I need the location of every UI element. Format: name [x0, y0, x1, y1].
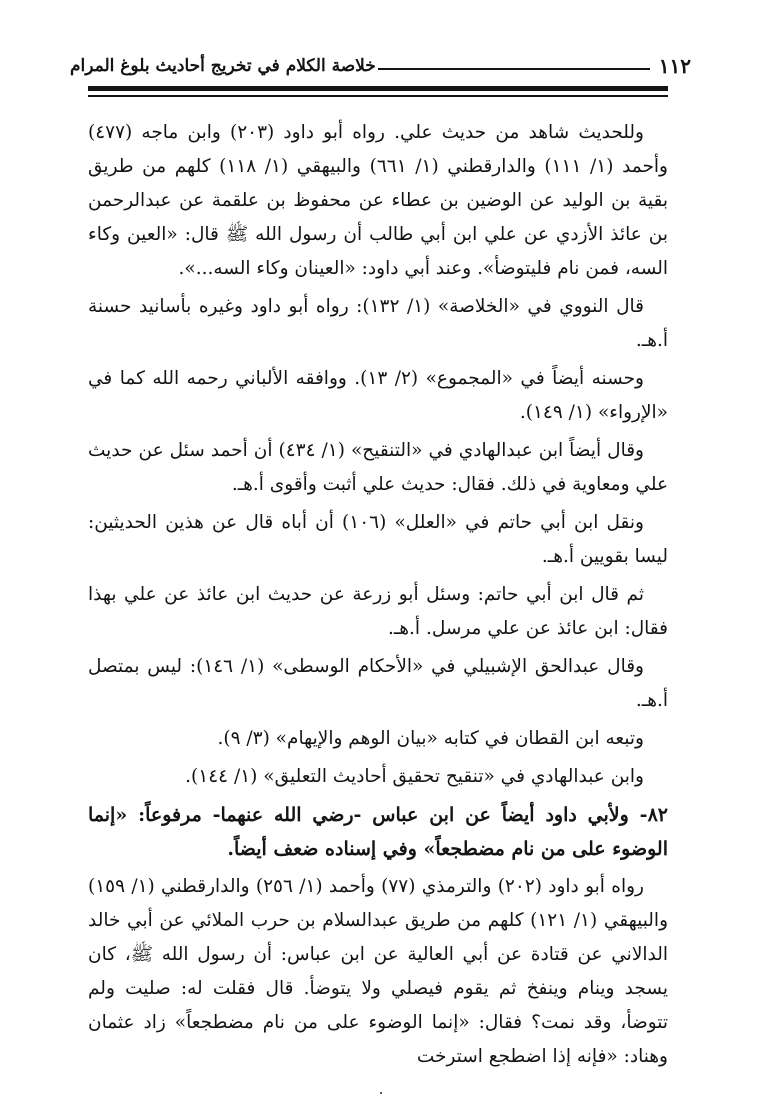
paragraph: وللحديث شاهد من حديث علي. رواه أبو داود (٢٠٣) وابن ماجه (٤٧٧) وأحمد (١/ ١١١) والدارقطني (١/ ٦٦١) والبيهقي (١/ ١١٨) كلهم من طريق بقية بن الوليد عن الوضين بن عطاء عن محفوظ بن علقمة عن عبدالرحمن بن عائذ الأزدي عن علي ابن أبي طالب أن رسول الله ﷺ قال: «العين وكاء السه، فمن نام فليتوضأ». وعند أبي داود: «العينان وكاء السه...».: [88, 122, 668, 279]
page-header: [60, 50, 697, 80]
paragraph: وحسنه أيضاً في «المجموع» (٢/ ١٣). ووافقه الألباني رحمه الله كما في «الإرواء» (١/ ١٤٩).: [88, 368, 668, 423]
paragraph: قال النووي في «الخلاصة» (١/ ١٣٢): رواه أبو داود وغيره بأسانيد حسنة أ.هـ.: [88, 296, 668, 351]
title-dash: [378, 68, 650, 70]
page-mark: [380, 1092, 382, 1094]
paragraph: ثم قال ابن أبي حاتم: وسئل أبو زرعة عن حديث ابن عائذ عن علي بهذا فقال: ابن عائذ عن علي مرسل. أ.هـ.: [88, 584, 668, 639]
paragraph: ونقل ابن أبي حاتم في «العلل» (١٠٦) أن أباه قال عن هذين الحديثين: ليسا بقويين أ.هـ.: [88, 512, 668, 567]
header-rule-thin: [88, 95, 668, 97]
running-title: خلاصة الكلام في تخريج أحاديث بلوغ المرام: [70, 56, 376, 76]
header-rule-thick: [88, 86, 668, 91]
page-body: [88, 116, 668, 1078]
paragraph: رواه أبو داود (٢٠٢) والترمذي (٧٧) وأحمد (١/ ٢٥٦) والدارقطني (١/ ١٥٩) والبيهقي (١/ ١٢١) كلهم من طريق عبدالسلام بن حرب الملائي عن أبي خالد الدالاني عن قتادة عن أبي العالية عن ابن عباس: أن رسول الله ﷺ، كان يسجد وينام وينفخ ثم يقوم فيصلي ولا يتوضأ. قال فقلت له: صليت ولم تتوضأ، وقد نمت؟ فقال: «إنما الوضوء على من نام مضطجعاً» زاد عثمان وهناد: «فإنه إذا اضطجع استرخت: [88, 876, 668, 1067]
paragraph: وقال أيضاً ابن عبدالهادي في «التنقيح» (١/ ٤٣٤) أن أحمد سئل عن حديث علي ومعاوية في ذلك. فقال: حديث علي أثبت وأقوى أ.هـ.: [88, 440, 668, 495]
hadith-heading: ٨٢- ولأبي داود أيضاً عن ابن عباس -رضي الله عنهما- مرفوعاً: «إنما الوضوء على من نام مضطجعاً» وفي إسناده ضعف أيضاً.: [88, 804, 668, 860]
paragraph: وقال عبدالحق الإشبيلي في «الأحكام الوسطى» (١/ ١٤٦): ليس بمتصل أ.هـ.: [88, 656, 668, 711]
page-number: ١١٢: [658, 54, 691, 78]
paragraph: وابن عبدالهادي في «تنقيح تحقيق أحاديث التعليق» (١/ ١٤٤).: [185, 766, 644, 787]
paragraph: وتبعه ابن القطان في كتابه «بيان الوهم والإيهام» (٣/ ٩).: [217, 728, 644, 749]
